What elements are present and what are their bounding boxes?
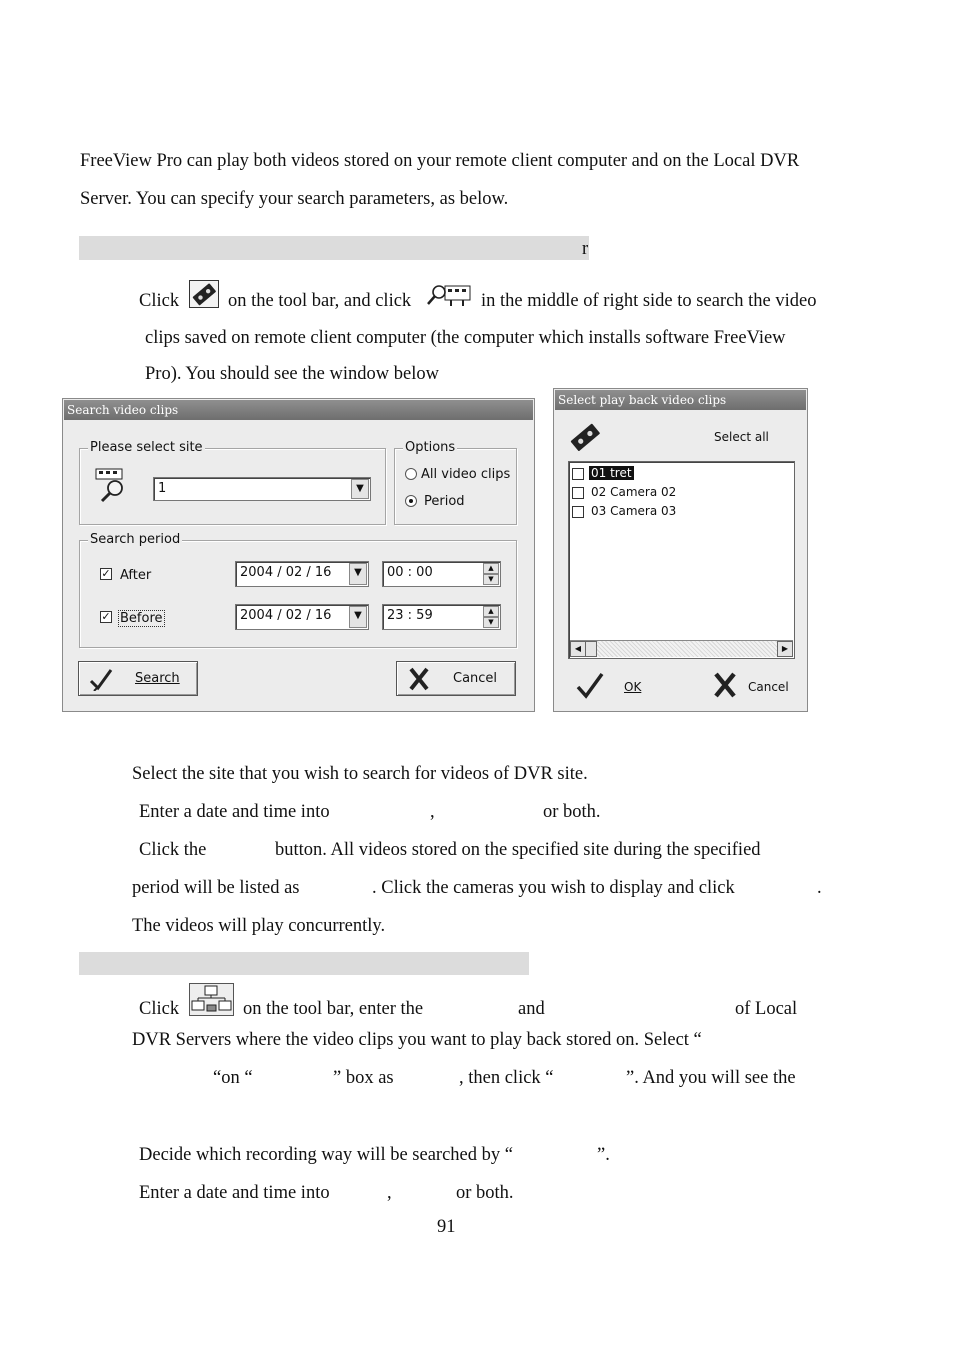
clip-label: 03 Camera 03 [591,504,677,518]
section-heading-char: r [582,239,589,259]
section-heading-remote [79,236,589,260]
after-time-value: 00 : 00 [387,565,433,580]
before-date-value: 2004 / 02 / 16 [240,608,332,623]
chevron-down-icon[interactable]: ▼ [349,606,367,628]
search-period-group [79,532,517,648]
step-toolbar-text: on the tool bar, and click [228,291,412,311]
search-button-label: Search [135,671,180,686]
check-icon [89,667,113,691]
step-middle-text: in the middle of right side to search the video [481,291,817,311]
before-label: Before [120,611,163,626]
clip-label: 02 Camera 02 [591,485,677,499]
close-icon [407,667,431,691]
clip-checkbox[interactable] [572,487,584,499]
videotape-icon [568,421,602,453]
after-date-value: 2004 / 02 / 16 [240,565,332,580]
after-label: After [120,568,152,583]
local-of-local: of Local [735,999,798,1019]
local-decide-end: ”. [597,1145,610,1165]
step-click-label: Click [139,291,180,311]
playback-cancel-label: Cancel [748,680,789,694]
instruction-or-both: or both. [543,802,601,822]
instruction-select-site: Select the site that you wish to search for videos of DVR site. [132,764,588,784]
ok-button[interactable] [568,669,668,703]
network-dvr-icon [189,983,234,1016]
check-icon [576,671,604,699]
instruction-click-cameras: . Click the cameras you wish to display and click [372,878,735,898]
period-label: Period [424,494,465,509]
before-date-field[interactable] [235,604,369,630]
local-line-2: DVR Servers where the video clips you want to play back stored on. Select “ [132,1030,702,1050]
after-date-field[interactable] [235,561,369,587]
instruction-period-end: . [817,878,822,898]
options-group [394,440,517,525]
step-line-3: Pro). You should see the window below [145,364,439,384]
search-period-label: Search period [90,532,181,547]
local-enter-date: Enter a date and time into [139,1183,330,1203]
after-time-spinner[interactable]: ▲ ▼ [483,563,499,585]
instruction-listed-as: period will be listed as [132,878,300,898]
local-and: and [518,999,545,1019]
cancel-button-label: Cancel [453,671,498,686]
playback-cancel-button[interactable] [704,669,799,703]
page-number: 91 [437,1217,456,1237]
horizontal-scrollbar[interactable] [570,640,793,657]
search-video-clips-dialog [62,398,535,712]
playback-clips-dialog [553,388,808,712]
list-item[interactable] [572,504,772,520]
local-toolbar-text: on the tool bar, enter the [243,999,424,1019]
section-heading-local [79,952,529,975]
list-item[interactable] [572,466,772,482]
local-you-will-see: ”. And you will see the [626,1068,796,1088]
instruction-concurrent: The videos will play concurrently. [132,916,386,936]
clip-checkbox[interactable] [572,506,584,518]
clip-checkbox[interactable] [572,468,584,480]
site-group [79,440,386,525]
ok-button-label: OK [624,680,642,694]
local-on-quote: “on “ [213,1068,253,1088]
before-time-spinner[interactable]: ▲ ▼ [483,606,499,628]
local-then-click: , then click “ [459,1068,554,1088]
after-time-field[interactable] [382,561,501,587]
chevron-down-icon[interactable]: ▼ [349,563,367,585]
before-time-field[interactable] [382,604,501,630]
playback-dialog-title: Select play back video clips [555,390,806,410]
chevron-down-icon[interactable]: ▼ [351,479,369,499]
local-click-label: Click [139,999,180,1019]
list-item[interactable] [572,485,772,501]
videotape-icon [189,280,219,308]
all-clips-label: All video clips [421,467,511,482]
local-enter-or-both: or both. [456,1183,514,1203]
before-checkbox[interactable]: ✓ [101,610,111,623]
site-select[interactable] [153,477,371,501]
dialog-title: Search video clips [64,400,533,420]
local-enter-comma: , [387,1183,392,1203]
cancel-button[interactable] [396,661,516,696]
instruction-enter-date: Enter a date and time into [139,802,330,822]
close-icon [712,671,738,699]
local-box-as: ” box as [333,1068,394,1088]
instruction-comma: , [430,802,435,822]
before-time-value: 23 : 59 [387,608,433,623]
clips-list [568,461,795,659]
options-group-label: Options [405,440,456,455]
site-group-label: Please select site [90,440,203,455]
scroll-right-icon[interactable]: ▶ [777,641,793,657]
instruction-button-text: button. All videos stored on the specified site during the specified [275,840,761,860]
intro-line-1: FreeView Pro can play both videos stored on your remote client computer and on the Local DVR [80,151,800,171]
search-button[interactable] [78,661,198,696]
search-clips-icon [427,282,471,308]
select-all-link[interactable]: Select all [714,430,769,444]
intro-line-2: Server. You can specify your search parameters, as below. [80,189,509,209]
site-search-icon [94,467,128,503]
period-radio[interactable] [405,495,417,507]
site-select-value: 1 [158,481,167,496]
scroll-left-icon[interactable]: ◀ [570,641,586,657]
scroll-thumb[interactable] [585,641,597,657]
local-decide: Decide which recording way will be searched by “ [139,1145,513,1165]
after-checkbox[interactable]: ✓ [101,567,111,580]
step-line-2: clips saved on remote client computer (the computer which installs software FreeView [145,328,786,348]
clip-label: 01 tret [591,466,632,480]
all-clips-radio[interactable] [405,468,417,480]
instruction-click-the: Click the [139,840,207,860]
